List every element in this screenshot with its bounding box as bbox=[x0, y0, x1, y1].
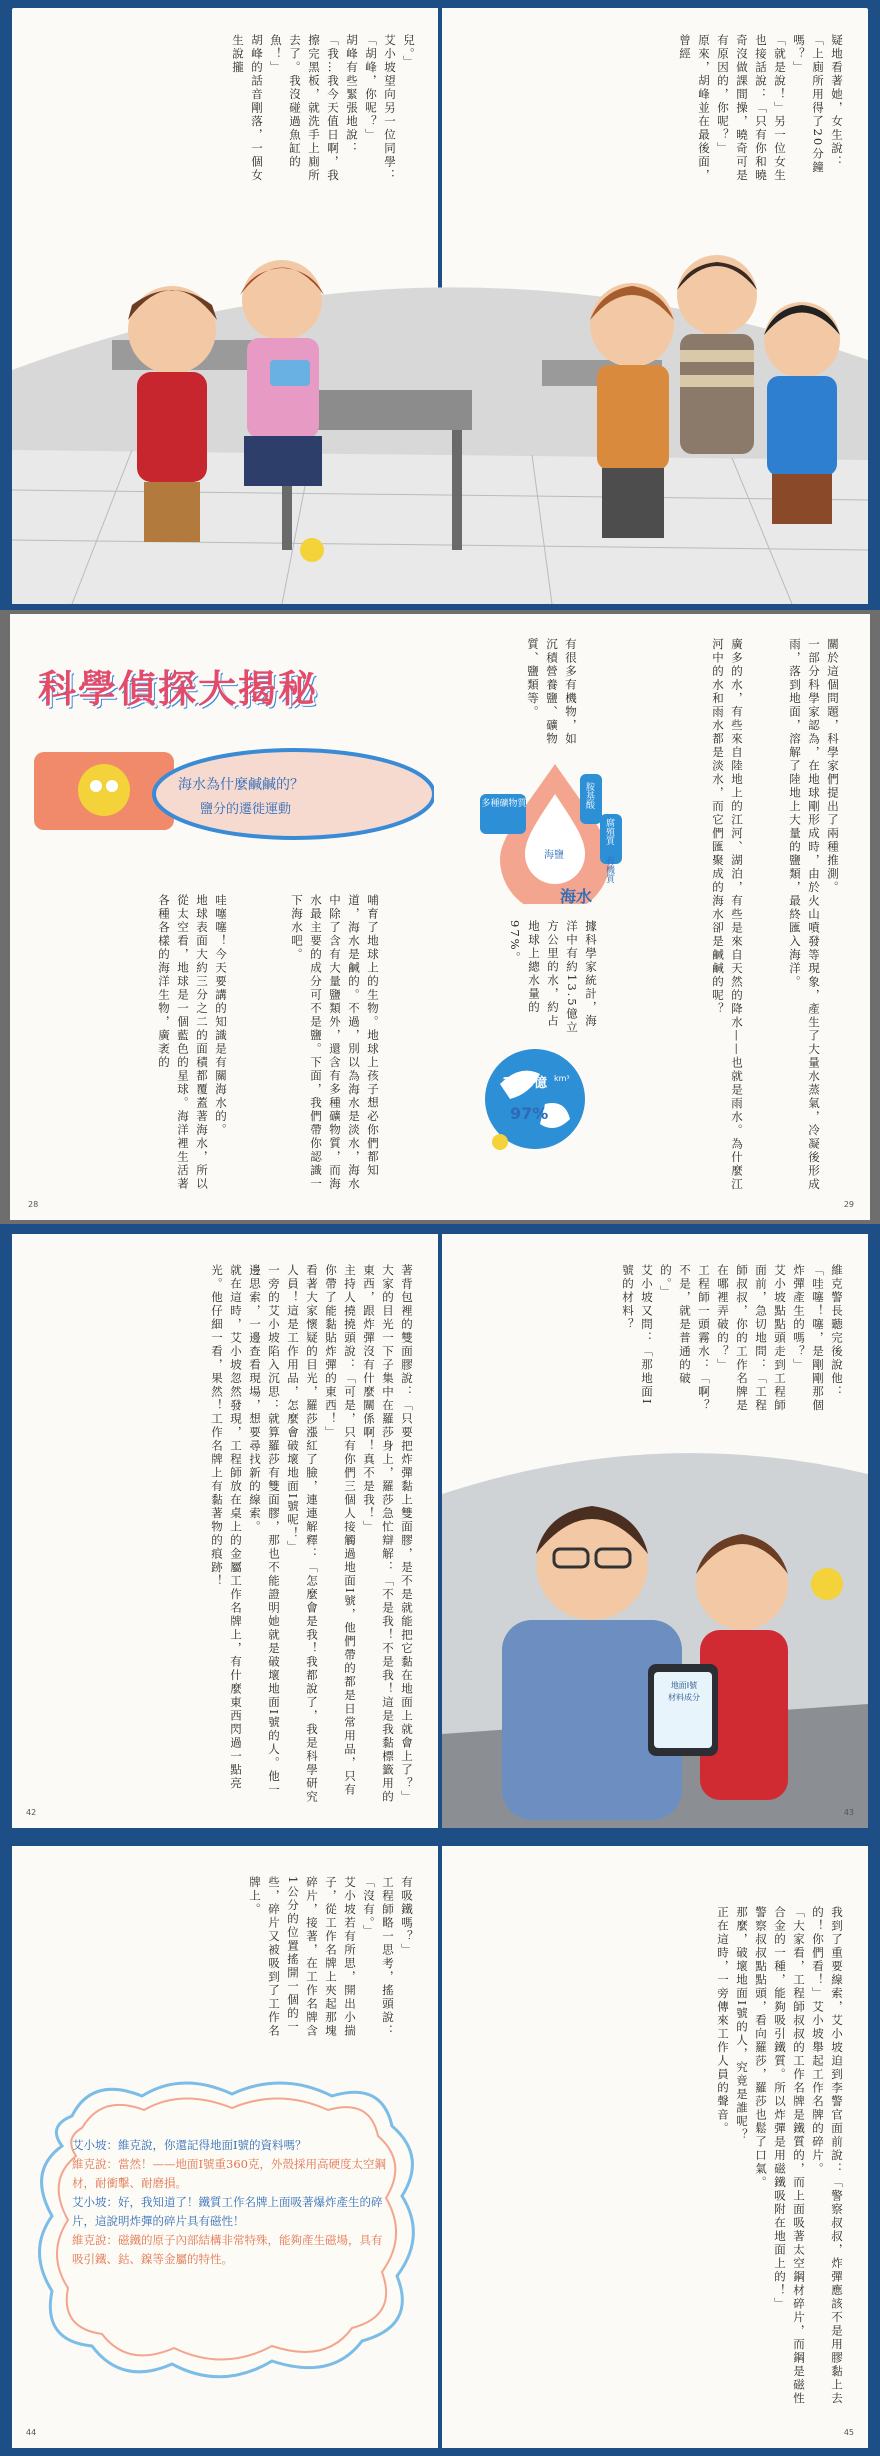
page-29 bbox=[440, 614, 870, 1220]
page-number-29: 29 bbox=[843, 1200, 854, 1209]
bubble-question: 海水為什麼鹹鹹的？ bbox=[178, 777, 304, 793]
diagram-humus: 腐殖質 bbox=[604, 818, 614, 845]
page-number-28: 28 bbox=[28, 1200, 39, 1209]
classroom-illustration bbox=[12, 250, 868, 604]
spread-2 bbox=[0, 610, 880, 1224]
page-43 bbox=[442, 1234, 868, 1828]
cloud-line-4: 維克說：磁鐵的原子內部結構非常特殊，能夠產生磁場，具有吸引鐵、鈷、鎳等金屬的特性。 bbox=[72, 2233, 383, 2266]
page-43-text: 維克警長聽完後說他：「哇噻！噻，是剛剛那個炸彈產生的嗎？」 艾小坡點點頭走到工程師面前，急切地問：「工程師叔叔，你的工作名牌是在哪裡弄破的？」 工程師一頭霧水：「啊？不是，就是普通的破的。」 艾小坡又問：「那地面I號的材料？ bbox=[621, 1264, 844, 1413]
science-col-2: 哺育了地球上的生物。地球上孩子想必你們都知道，海水是鹹的。不過，別以為海水是淡水，海水中除了含有大量鹽類外，還含有多種礦物質，而海水最主要的成分可不是鹽。下面，我們帶你認識一下海水吧。 bbox=[290, 894, 380, 1191]
page-45 bbox=[442, 1846, 868, 2448]
page-number-45: 45 bbox=[843, 2428, 854, 2437]
page-42 bbox=[12, 1234, 438, 1828]
page-45-text: 我到了重要線索，艾小坡迫到李警官面前說：「警察叔叔，炸彈應該不是用膠黏上去的！你們看！」艾小坡舉起工作名牌的碎片。 「大家看，工程師叔叔的工作名牌是鐵質的，而上面吸著太空鋼材碎片，而鋼是磁性合金的一種，能夠吸引鐵質。所以炸彈是用磁鐵吸附在地面上的！」 警察叔叔點點頭，看向羅莎，羅莎也鬆了口氣。 那麼，破壞地面I號的人，究竟是誰呢？ 正在這時，一旁傳來工作人員的聲音。 bbox=[716, 1906, 844, 2406]
diagram-seasalt: 海鹽 bbox=[544, 850, 564, 861]
page-number-42: 42 bbox=[26, 1808, 37, 1817]
cloud-line-3: 艾小坡：好，我知道了！鐵質工作名牌上面吸著爆炸產生的碎片，這說明炸彈的碎片具有磁性！ bbox=[72, 2195, 383, 2228]
page-44 bbox=[12, 1846, 438, 2448]
page-21-text: 疑地看著她，女生說：「上廁所用得了20分鐘嗎？」 「就是說！」另一位女生也接話說：「只有你和曉奇沒做課間操，曉奇可是有原因的，你呢？」 原來，胡峰並在最後面，曾經 bbox=[678, 34, 844, 183]
cloud-line-2: 維克說：當然！——地面I號重360克，外殼採用高硬度太空鋼材，耐衝擊、耐磨損。 bbox=[72, 2157, 386, 2190]
diagram-seawater: 海水 bbox=[560, 887, 593, 906]
globe-percent: 97% bbox=[510, 1104, 549, 1123]
spread-3 bbox=[0, 1224, 880, 1836]
section-heading: 科學偵探大揭秘 bbox=[38, 667, 319, 711]
science-col-3: 有很多有機物，如沉積營養鹽、礦物質、鹽類等。 bbox=[526, 638, 578, 746]
diagram-organics: 有機質 bbox=[604, 856, 614, 883]
science-col-1: 哇噻噻！今天要講的知識是有關海水的。 地球表面大約三分之二的面積都覆蓋著海水，所以從太空看，地球是一個藍色的星球。海洋裡生活著各種各樣的海洋生物，廣袤的 bbox=[157, 894, 228, 1191]
spread-4 bbox=[0, 1836, 880, 2456]
tablet-screen-text: 地面I號 材料成分 bbox=[668, 1681, 700, 1702]
diagram-amino-acid: 胺基酸 bbox=[584, 782, 594, 809]
page-number-44: 44 bbox=[26, 2428, 37, 2437]
bubble-subtitle: 鹽分的遷徙運動 bbox=[200, 802, 292, 817]
page-28 bbox=[10, 614, 440, 1220]
page-20-text: 兒。」 艾小坡望向另一位同學：「胡峰，你呢？」 胡峰有些緊張地說：「我…我今天值日啊，我擦完黑板，就洗手上廁所去了。我沒碰過魚缸的魚！」 胡峰的話音剛落，一個女生說攏 bbox=[231, 34, 416, 183]
cloud-dialogue bbox=[72, 2136, 392, 2356]
globe-icon bbox=[480, 1044, 590, 1154]
cloud-line-1: 艾小坡：維克說，你還記得地面I號的資料嗎？ bbox=[72, 2138, 307, 2152]
page-number-43: 43 bbox=[843, 1808, 854, 1817]
engineer-illustration bbox=[442, 1434, 868, 1828]
globe-unit: km³ bbox=[554, 1074, 570, 1083]
science-col-4: 據科學家統計，海洋中有約13.5億立方公里的水，約占地球上總水量的97%。 bbox=[508, 920, 598, 1035]
page-42-text: 著背包裡的雙面膠說：「只要把炸彈黏上雙面膠，是不是就能把它黏在地面上就會上了？」 大家的目光一下子集中在羅莎身上，羅莎急忙辯解：「不是我！不是我！這是我黏標籤用的東西，跟炸彈沒有什麼關係啊！真不是我！」 主持人撓撓頭說：「可是，只有你們三個人接觸過地面I號，他們帶的都是日常用品，只有你帶了能黏貼炸彈的東西！」 看著大家懷疑的目光，羅莎漲紅了臉，連連解釋：「怎麼會是我！我都說了，我是科學研究人員！這是工作用品，怎麼會破壞地面I號呢！」 一旁的艾小坡陷入沉思：就算羅莎有雙面膠，那也不能證明她就是破壞地面I號的人。他一邊思索，一邊查看現場，想要尋找新的線索。 就在這時，艾小坡忽然發現，工程師放在桌上的金屬工作名牌上，有什麼東西閃過一點亮光。他仔細一看，果然！工作名牌上有黏著物的痕跡！ bbox=[210, 1264, 414, 1804]
page-44-text: 有吸鐵嗎？」 工程師略一思考，搖頭說：「沒有。」 艾小坡若有所思，開出小揣子，從工作名牌上夾起那塊碎片，接著，在工作名牌含1公分的位置搖開一個的一些，碎片又被吸到了工作名牌上。 bbox=[248, 1876, 414, 2038]
science-col-6: 關於這個問題，科學家們提出了兩種推測。 一部分科學家認為，在地球剛形成時，由於火山噴發等現象，產生了大量水蒸氣，冷凝後形成雨，落到地面，溶解了陸地上大量的鹽類，最終匯入海洋。 bbox=[788, 638, 840, 1192]
spread-1 bbox=[0, 0, 880, 610]
science-col-5: 廣多的水，有些來自陸地上的江河、湖泊，有些是來自天然的降水——也就是雨水。為什麼江河中的水和雨水都是淡水，而它們匯聚成的海水卻是鹹鹹的呢？ bbox=[711, 638, 744, 1192]
globe-value: 13.5億 bbox=[502, 1076, 548, 1091]
diagram-minerals: 多種礦物質 bbox=[481, 799, 527, 809]
